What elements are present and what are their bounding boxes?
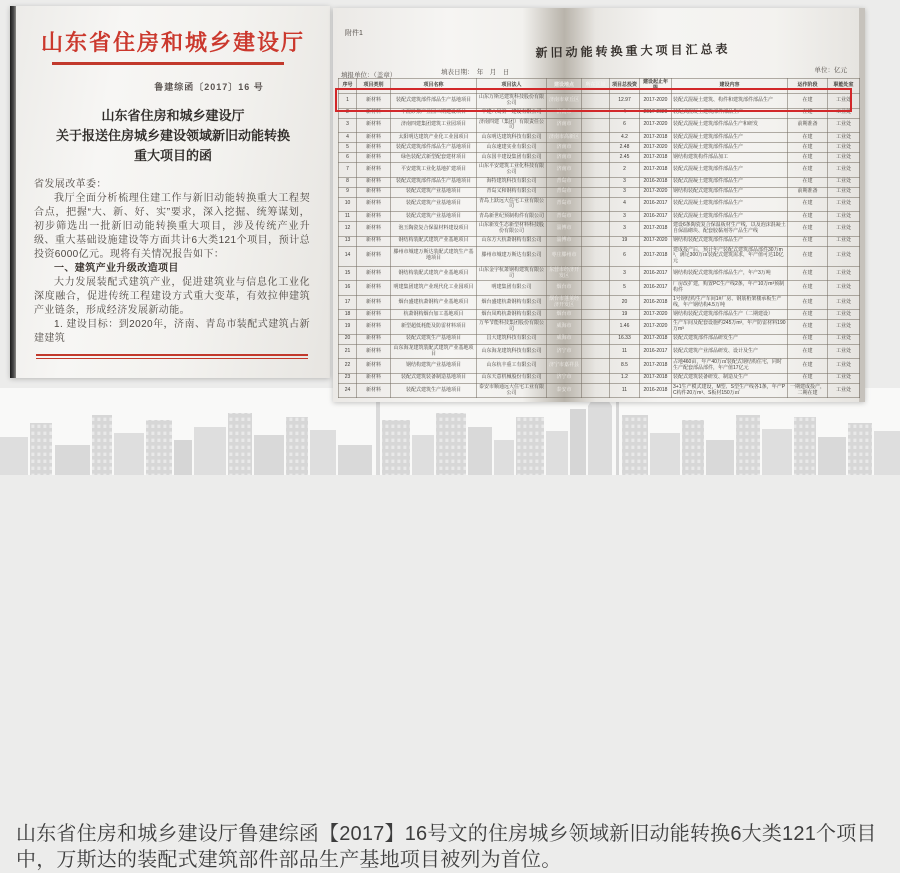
table-row: 14 新材料 滕州市城建万斯达装配式建筑生产基地项目 滕州市城建万斯达有限公司 枣庄滕州市 6 2017-2018 建成投产后，预计年产装配式建筑部品部件30万m³，满足300万㎡装配式建筑需求，年产值可达10亿元 在建 工业处 <box>339 246 860 266</box>
document-number: 鲁建综函〔2017〕16 号 <box>154 82 264 92</box>
letter-section-heading: 一、建筑产业升级改造项目 <box>54 263 179 274</box>
letter-paragraph-2: 大力发展装配式建筑产业，促进建筑业与信息化工业化深度融合，促进传统工程建设方式重大变革，有效拉伸建筑产业链条，形成经济发展新动能。 <box>34 277 310 316</box>
table-row: 7 新材料 平安建筑工业化基地扩建项目 山东平安建筑工业化科技有限公司 济南市 2 2017-2018 装配式混凝土建筑部件部品生产 在建 工业处 <box>339 163 860 178</box>
table-row: 21 新材料 山东海龙建筑装配式建筑产业基地项目 山东海龙建筑科技有限公司 济宁市 11 2016-2017 装配式建筑产业部品研发、设计及生产 在建 工业处 <box>339 344 860 359</box>
column-header: 建设内容 <box>672 79 788 94</box>
column-header: 项目名称 <box>391 79 477 94</box>
table-row: 19 新材料 新型超低耗能及防雷材料项目 万华节能科技集团股份有限公司 威海市 1.46 2017-2020 生产车间及配套设施约245万m³，年产防雷材料190万m³ 在建 工业处 <box>339 320 860 335</box>
letterhead-agency: 山东省住房和城乡建设厅 <box>40 30 305 55</box>
letterhead-rule <box>52 62 284 65</box>
column-header: 职能处室 <box>828 79 860 94</box>
table-header-row <box>339 79 860 94</box>
letter-body <box>34 178 310 346</box>
fill-unit-label: 填报单位：（盖章） <box>341 72 397 79</box>
project-table-body <box>339 94 860 398</box>
caption-text: 山东省住房和城乡建设厅鲁建综函【2017】16号文的住房城乡领域新旧动能转换6大类121个项目中，万斯达的装配式建筑部件部品生产基地项目被列为首位。 <box>16 823 877 871</box>
sheet-title: 新旧动能转换重大项目汇总表 <box>535 41 731 61</box>
table-row: 5 新材料 装配式建筑部件部品生产基地项目 山东速建实业有限公司 济南市 2.48 2017-2020 装配式混凝土建筑部件部品生产 在建 工业处 <box>339 143 860 153</box>
column-header: 建设起止年限 <box>640 79 672 94</box>
table-row: 8 新材料 装配式建筑部件部品生产基地项目 海特建筑科技有限公司 青岛市 3 2016-2018 装配式混凝土建筑部件部品生产 在建 工业处 <box>339 177 860 187</box>
table-row: 11 新材料 装配式建筑产业基地项目 青岛新世纪预制构件有限公司 青岛市 3 2016-2017 装配式混凝土建筑部件部品生产 在建 工业处 <box>339 212 860 222</box>
column-header: 所在区域 <box>582 79 610 94</box>
book-binding-edge <box>10 6 16 378</box>
letter-title-line1: 山东省住房和城乡建设厅 <box>101 108 245 123</box>
table-row: 22 新材料 钢结构建筑产业基地项目 山东杭丰重工有限公司 济宁市嘉祥县 8.5 2017-2018 占地460亩，年产40万㎡装配式钢结构住宅，同时生产配套部品部件，年产值17亿元 在建 工业处 <box>339 359 860 374</box>
column-header: 项目总投资 <box>610 79 640 94</box>
table-row: 23 新材料 装配式建筑装备制造基地项目 山东天意机械股份有限公司 济宁市 1.2 2017-2018 装配式建筑装备研发、制造及生产 在建 工业处 <box>339 373 860 383</box>
project-table-wrap <box>338 78 859 398</box>
table-row: 6 新材料 绿色装配式新型配套建材项目 山东国丰建设集团有限公司 济南市 2.45 2017-2018 钢结构建筑构件部品加工 在建 工业处 <box>339 153 860 163</box>
column-header: 运作阶段 <box>788 79 828 94</box>
table-row: 10 新材料 装配式建筑产业基地项目 青岛上跃远大住宅工业有限公司 青岛市 4 2016-2017 装配式混凝土建筑部件部品生产 在建 工业处 <box>339 197 860 212</box>
table-row: 13 新材料 钢结构装配式建筑产业基地项目 山东方大杭萧钢构有限公司 淄博市 19 2017-2020 钢结构装配式建筑部件部品生产 在建 工业处 <box>339 236 860 246</box>
letter-paragraph-3: 1. 建设目标：到2020年，济南、青岛市装配式建筑占新建建筑 <box>34 319 310 344</box>
table-row: 18 新材料 杭萧钢构烟台加工基地项目 烟台凤鸣杭萧钢构有限公司 烟台市 19 2017-2020 钢结构装配式建筑部件部品生产（二期建设） 在建 工业处 <box>339 310 860 320</box>
letter-title-line2: 关于报送住房城乡建设领域新旧动能转换 <box>55 128 290 143</box>
table-row: 20 新材料 装配式建筑生产基地项目 昌大建筑科技有限公司 威海市 16.33 2017-2018 装配式建筑部件部品研发生产 在建 工业处 <box>339 334 860 344</box>
letter-paragraph-1: 我厅全面分析梳理住建工作与新旧动能转换重大工程契合点，把握“大、新、好、实”要求，深入挖掘、统筹谋划，初步筛选出一批新旧动能转换重大项目，涉及传统产业升级、重大基础设施建设等方面共计6大类121个项目，预计总投资6000亿元。现将有关情况报告如下： <box>34 193 310 260</box>
letter-title-line3: 重大项目的函 <box>133 148 212 163</box>
letter-footer-rule <box>36 354 308 359</box>
table-row: 2 新材料 干混砂浆产业园二期建设项目 中建八局第一建设有限公司 济南市 4 2017-2020 装配式混凝土建筑部件部品生产 在建 工业处 <box>339 108 860 118</box>
summary-sheet-photo <box>333 8 865 402</box>
table-row: 16 新材料 明建集团建筑产业现代化工业园项目 明建集团有限公司 烟台市 5 2016-2017 厂房改扩建，购置PC生产线2条，年产10万m³预制构件 在建 工业处 <box>339 281 860 296</box>
table-row: 12 新材料 泡玉陶瓷复合保温材料建设项目 山东新发生态新型材料科技股份有限公司 淄博市 3 2017-2018 建设6条陶瓷复合保温板材生产线，以及泡沫混凝土自保温砌块、配套胶黏剂等产品生产线 在建 工业处 <box>339 222 860 237</box>
table-row: 24 新材料 装配式建筑生产基地项目 泰安市顺通远大住宅工业有限公司 泰安市 11 2016-2018 3+1生产模式建设，M型、S型生产线各1条，年产PC构件20万m³、S板材150万㎡ 一期建成投产，二期在建 工业处 <box>339 383 860 398</box>
column-header: 建设地点 <box>547 79 582 94</box>
column-header: 项目类别 <box>357 79 391 94</box>
unit-note: 单位：亿元 <box>814 67 847 74</box>
table-row: 3 新材料 济南四建集团建筑工业园项目 济南四建（集团）有限责任公司 济南市 6 2017-2020 装配式混凝土建筑部件部品生产和研发 前期准备 工业处 <box>339 118 860 133</box>
letter-salutation: 省发展改革委： <box>34 179 107 190</box>
column-header: 项目法人 <box>477 79 547 94</box>
table-row: 15 新材料 钢结构装配式建筑产业基地项目 山东金宇杭萧钢构建筑有限公司 东营市经济开发区 3 2016-2017 钢结构装配式建筑部件部品生产，年产3万吨 在建 工业处 <box>339 266 860 281</box>
table-row: 1 新材料 装配式建筑部件部品生产基地项目 山东万斯达建筑科技股份有限公司 济南市章丘区 12.97 2017-2020 装配式混凝土建筑、构件和建筑部件部品生产 在建 工业处 <box>339 94 860 109</box>
table-row: 17 新材料 烟台盛建杭萧钢构产业基地项目 烟台盛建杭萧钢构有限公司 烟台市蓬莱经济开发区 20 2016-2018 1号钢结构生产车间1#厂房、钢筋桁架楼承板生产线，年产钢结构4.5万吨 在建 工业处 <box>339 295 860 310</box>
project-table <box>338 78 860 398</box>
column-header: 序号 <box>339 79 357 94</box>
attachment-label: 附件1 <box>345 30 363 37</box>
letter-document-photo <box>10 6 330 378</box>
fill-date-label: 填表日期： 年 月 日 <box>441 69 510 76</box>
letter-title <box>24 106 322 166</box>
table-row: 9 新材料 装配式建筑产业基地项目 青岛义和钢构有限公司 青岛市 3 2017-2020 钢结构装配式建筑部件部品生产 前期准备 工业处 <box>339 187 860 197</box>
table-row: 4 新材料 太阳明达建筑产业化工业园项目 山东明达建筑科技有限公司 济南市高新区 4.2 2017-2018 装配式混凝土建筑部件部品生产 在建 工业处 <box>339 133 860 143</box>
